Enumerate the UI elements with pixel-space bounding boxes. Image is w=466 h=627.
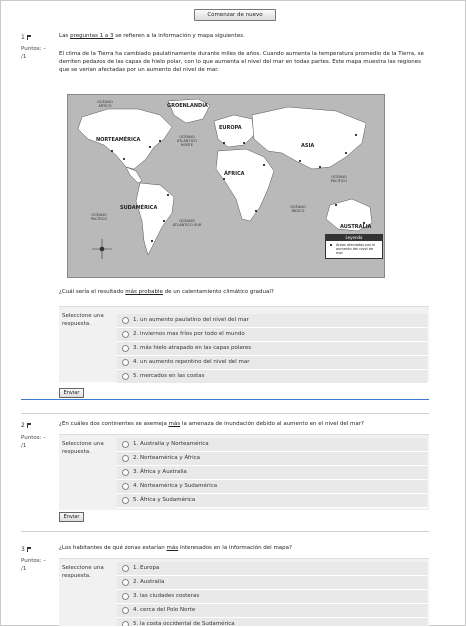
label-norteamerica: NORTEAMÉRICA [96, 137, 141, 143]
radio-button[interactable] [122, 317, 129, 324]
option-5[interactable]: 5. mercados en las costas [117, 370, 427, 384]
option-3[interactable]: 3. más hielo atrapado en las capas polares [117, 342, 427, 356]
divider [21, 413, 429, 414]
answer-box [59, 306, 429, 382]
answer-label: Seleccione una respuesta. [62, 565, 104, 579]
radio-button[interactable] [122, 331, 129, 338]
option-2[interactable]: 2. Australia [117, 576, 427, 590]
option-1[interactable]: 1. Europa [117, 562, 427, 576]
label-groenlandia: GROENLANDIA [167, 103, 208, 109]
radio-button[interactable] [122, 565, 129, 572]
label-europa: EUROPA [219, 125, 242, 131]
option-4[interactable]: 4. Norteamérica y Sudamérica [117, 480, 427, 494]
points: Puntos: – /1 [21, 46, 46, 60]
label-oceano-pacifico-e: OCÉANO PACÍFICO [330, 175, 348, 183]
option-2[interactable]: 2. inviernos mas fríos por todo el mundo [117, 328, 427, 342]
question-passage: El clima de la Tierra ha cambiado paulatinamente durante miles de años. Cuando aumenta la temperatura promedio de la Tierra, se derriten pedazos de las capas de hielo polar, con lo que aumenta el nivel del mar en todas partes. Este mapa muestra las regiones que se verían afectadas por un aumento del nivel de mar. [59, 51, 424, 73]
radio-button[interactable] [122, 441, 129, 448]
label-oceano-artico: OCÉANO ÁRTICO [97, 100, 113, 108]
restart-button[interactable]: Comenzar de nuevo [194, 9, 276, 21]
divider [21, 399, 429, 400]
label-asia: ASIA [301, 143, 315, 149]
label-oceano-atlantico-norte: OCÉANO ATLÁNTICO NORTE [176, 135, 198, 147]
radio-button[interactable] [122, 345, 129, 352]
answer-box [59, 558, 429, 626]
question-number: 1 [21, 34, 32, 41]
flag-icon[interactable] [27, 423, 32, 428]
legend-title: Leyenda [326, 235, 382, 241]
question-number: 3 [21, 546, 32, 553]
radio-button[interactable] [122, 621, 129, 627]
divider [21, 531, 429, 532]
world-map [67, 94, 385, 278]
radio-button[interactable] [122, 455, 129, 462]
question-number: 2 [21, 422, 32, 429]
answer-label: Seleccione una respuesta. [62, 441, 104, 455]
question-prompt: ¿Cuál sería el resultado más probable de un calentamiento climático gradual? [59, 289, 274, 295]
question-prompt: ¿En cuáles dos continentes se asemeja más la amenaza de inundación debido al aumento en el nivel del mar? [59, 421, 364, 427]
radio-button[interactable] [122, 607, 129, 614]
radio-button[interactable] [122, 469, 129, 476]
label-oceano-pacifico-w: OCÉANO PACÍFICO [90, 213, 108, 221]
option-1[interactable]: 1. un aumento paulatino del nivel del mar [117, 314, 427, 328]
send-button[interactable]: Enviar [59, 388, 84, 398]
label-oceano-atlantico-sur: OCÉANO ATLÁNTICO SUR [172, 219, 202, 227]
option-1[interactable]: 1. Australia y Norteamérica [117, 438, 427, 452]
answer-box [59, 434, 429, 510]
option-4[interactable]: 4. cerca del Polo Norte [117, 604, 427, 618]
question-prompt: ¿Los habitantes de qué zonas estarían más interesados en la información del mapa? [59, 545, 292, 551]
radio-button[interactable] [122, 373, 129, 380]
radio-button[interactable] [122, 359, 129, 366]
legend-item: Áreas afectadas por el aumento del nivel de mar [326, 241, 382, 255]
map-legend [325, 234, 383, 259]
option-3[interactable]: 3. las ciudades costeras [117, 590, 427, 604]
radio-button[interactable] [122, 497, 129, 504]
points: Puntos: – /1 [21, 435, 46, 449]
label-australia: AUSTRALIA [340, 224, 372, 230]
label-oceano-indico: OCÉANO ÍNDICO [290, 205, 306, 213]
points: Puntos: – /1 [21, 558, 46, 572]
option-3[interactable]: 3. África y Australia [117, 466, 427, 480]
flag-icon[interactable] [27, 547, 32, 552]
answer-label: Seleccione una respuesta. [62, 313, 104, 327]
bullet-icon [330, 244, 332, 246]
send-button[interactable]: Enviar [59, 512, 84, 522]
flag-icon[interactable] [27, 35, 32, 40]
option-2[interactable]: 2. Norteamérica y África [117, 452, 427, 466]
option-4[interactable]: 4. un aumento repentino del nivel del mar [117, 356, 427, 370]
radio-button[interactable] [122, 579, 129, 586]
label-africa: ÁFRICA [224, 171, 245, 177]
radio-button[interactable] [122, 593, 129, 600]
radio-button[interactable] [122, 483, 129, 490]
question-intro: Las preguntas 1 a 3 se refieren a la información y mapa siguientes. [59, 33, 245, 39]
option-5[interactable]: 5. la costa occidental de Sudamérica [117, 618, 427, 627]
option-5[interactable]: 5. África y Sudamérica [117, 494, 427, 508]
label-sudamerica: SUDAMÉRICA [120, 205, 158, 211]
questions-range-link: preguntas 1 a 3 [70, 33, 114, 39]
